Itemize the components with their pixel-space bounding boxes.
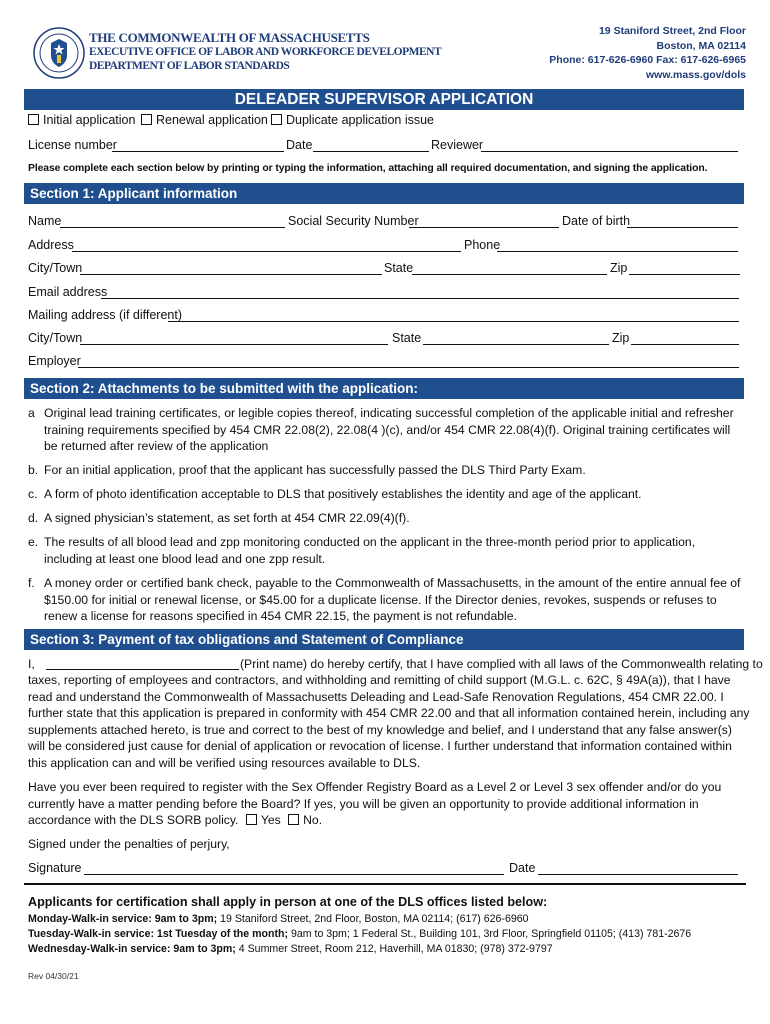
name-field[interactable]	[60, 227, 285, 228]
item-key: e.	[28, 535, 39, 549]
section-3-header	[24, 629, 744, 650]
state-field[interactable]	[412, 274, 607, 275]
office-monday	[28, 913, 529, 925]
office-wednesday	[28, 943, 553, 955]
attachment-item-e	[28, 534, 743, 568]
ssn-label: Social Security Number	[288, 214, 419, 228]
phone-field[interactable]	[497, 251, 738, 252]
license-number-label: License number	[28, 138, 117, 152]
agency-address	[549, 24, 746, 82]
footer-heading: Applicants for certification shall apply in person at one of the DLS offices listed below:	[28, 895, 548, 909]
ssn-field[interactable]	[409, 227, 559, 228]
signature-field[interactable]	[84, 874, 504, 875]
attachment-item-a	[28, 405, 743, 455]
attachment-item-f	[28, 575, 743, 625]
form-title	[24, 89, 744, 110]
item-text: A money order or certified bank check, payable to the Commonwealth of Massachusetts, in the amount of the entire annual fee of $150.00 for initial or renewal license, or $45.00 for a duplicate license. If the Director denies, revokes, suspends or refuses to renew a license for reasons specified in 454 CMR 22.15, the payment is not refundable.	[44, 576, 741, 623]
item-key: c.	[28, 487, 38, 501]
office-monday-text: 19 Staniford Street, 2nd Floor, Boston, MA 02114; (617) 626-6960	[217, 913, 529, 925]
checkbox-icon[interactable]	[28, 114, 39, 125]
no-label: No.	[303, 813, 323, 827]
item-text: A signed physician’s statement, as set forth at 454 CMR 22.09(4)(f).	[44, 511, 410, 525]
employer-label: Employer	[28, 354, 81, 368]
cert-prefix: I,	[28, 657, 35, 671]
print-name-field[interactable]	[46, 669, 239, 670]
section-1-header	[24, 183, 744, 204]
employer-field[interactable]	[78, 367, 739, 368]
office-tuesday-bold: Tuesday-Walk-in service: 1st Tuesday of the month;	[28, 928, 288, 940]
address-field[interactable]	[72, 251, 461, 252]
yes-label: Yes	[260, 813, 281, 827]
cert-first-line: (Print name) do hereby certify, that I have complied with all laws of the Commonwealth relating to	[240, 657, 763, 671]
option-initial-label: Initial application	[43, 113, 136, 127]
attachment-item-b	[28, 462, 743, 479]
dob-label: Date of birth	[562, 214, 631, 228]
form-title-text: DELEADER SUPERVISOR APPLICATION	[234, 91, 534, 108]
website-link[interactable]: www.mass.gov/dols	[646, 68, 746, 81]
address-city: Boston, MA 02114	[656, 39, 746, 52]
email-label: Email address	[28, 285, 108, 299]
city-field[interactable]	[80, 274, 382, 275]
date-field[interactable]	[313, 151, 429, 152]
option-renewal[interactable]	[141, 113, 268, 127]
zip-field[interactable]	[629, 274, 740, 275]
email-field[interactable]	[101, 298, 739, 299]
sorb-text: Have you ever been required to register with the Sex Offender Registry Board as a Level 2 or Level 3 sex offender and/or do you currently have a matter pending before the Board? If yes, you will be given an opportunity to provide additional information in accordance with the DLS SORB policy.	[28, 780, 722, 827]
section-2-header	[24, 378, 744, 399]
section-1-title: Section 1: Applicant information	[30, 186, 238, 201]
date-label: Date	[286, 138, 313, 152]
office-wednesday-bold: Wednesday-Walk-in service: 9am to 3pm;	[28, 943, 236, 955]
reviewer-field[interactable]	[481, 151, 738, 152]
office-wednesday-text: 4 Summer Street, Room 212, Haverhill, MA 01830; (978) 372-9797	[235, 943, 553, 955]
item-key: f.	[28, 576, 35, 590]
city-label: City/Town	[28, 261, 83, 275]
office-monday-bold: Monday-Walk-in service: 9am to 3pm;	[28, 913, 218, 925]
state-label: State	[384, 261, 414, 275]
state2-label: State	[392, 331, 422, 345]
mailing-label: Mailing address (if different)	[28, 308, 183, 322]
checkbox-icon[interactable]	[141, 114, 152, 125]
name-label: Name	[28, 214, 62, 228]
sorb-question	[28, 779, 746, 829]
city2-label: City/Town	[28, 331, 83, 345]
state2-field[interactable]	[423, 344, 609, 345]
item-key: d.	[28, 511, 39, 525]
checkbox-icon[interactable]	[246, 814, 257, 825]
revision-date: Rev 04/30/21	[28, 971, 79, 981]
zip2-field[interactable]	[631, 344, 739, 345]
reviewer-label: Reviewer	[431, 138, 484, 152]
signature-date-field[interactable]	[538, 874, 738, 875]
office-tuesday-text: 9am to 3pm; 1 Federal St., Building 101, 3rd Floor, Springfield 01105; (413) 781-2676	[288, 928, 692, 940]
agency-line-2: EXECUTIVE OFFICE OF LABOR AND WORKFORCE DEVELOPMENT	[89, 46, 442, 58]
city2-field[interactable]	[80, 344, 388, 345]
address-label: Address	[28, 238, 74, 252]
signature-date-label: Date	[509, 861, 536, 875]
certification-text: taxes, reporting of employees and contractors, and withholding and remitting of child support (M.G.L. c. 62C, § 49A(a)), that I have read and understand the Commonwealth of Massachusetts Deleading and Lead-Safe Renovation Regulations, 454 CMR 22.00. I further state that this application is prepared in conformity with 454 CMR 22.00 and that all information contained herein, including any supplements attached hereto, is true and correct to the best of my knowledge and belief, and I understand that any false answer(s) will be considered just cause for denial of application or revocation of license. I further understand that information contained within this application can and will be verified using resources available to DLS.	[28, 673, 750, 770]
signature-label: Signature	[28, 861, 82, 875]
attachment-item-c	[28, 486, 743, 503]
phone-fax: Phone: 617-626-6960 Fax: 617-626-6965	[549, 54, 746, 66]
checkbox-icon[interactable]	[271, 114, 282, 125]
option-renewal-label: Renewal application	[156, 113, 268, 127]
checkbox-icon[interactable]	[288, 814, 299, 825]
commonwealth-seal-icon	[33, 27, 85, 79]
phone-label: Phone	[464, 238, 501, 252]
option-duplicate-label: Duplicate application issue	[286, 113, 435, 127]
office-tuesday	[28, 928, 691, 940]
signed-statement: Signed under the penalties of perjury,	[28, 837, 230, 851]
agency-line-3: DEPARTMENT OF LABOR STANDARDS	[89, 60, 290, 72]
address-street: 19 Staniford Street, 2nd Floor	[598, 25, 746, 37]
option-initial[interactable]	[28, 113, 135, 127]
mailing-field[interactable]	[168, 321, 739, 322]
option-duplicate[interactable]	[271, 113, 434, 127]
instructions: Please complete each section below by printing or typing the information, attaching all required documentation, and signing the application.	[28, 163, 708, 174]
item-text: Original lead training certificates, or legible copies thereof, indicating successful completion of the applicable initial and refresher training requirements specified by 454 CMR 22.08(2), 22.08(4 )(c), and/or 454 CMR 22.08(4)(f). Original training certificates will be returned after review of the application	[44, 406, 734, 453]
item-key: a	[28, 406, 35, 420]
footer-divider	[24, 883, 746, 885]
agency-line-1: THE COMMONWEALTH OF MASSACHUSETTS	[89, 30, 370, 45]
item-text: A form of photo identification acceptable to DLS that positively establishes the identity and age of the applicant.	[44, 487, 642, 501]
zip2-label: Zip	[612, 331, 630, 345]
item-text: For an initial application, proof that the applicant has successfully passed the DLS Third Party Exam.	[44, 463, 586, 477]
section-3-title: Section 3: Payment of tax obligations and Statement of Compliance	[30, 632, 464, 647]
license-number-field[interactable]	[112, 151, 284, 152]
attachment-item-d	[28, 510, 743, 527]
dob-field[interactable]	[627, 227, 738, 228]
item-text: The results of all blood lead and zpp monitoring conducted on the applicant in the three-month period prior to application, including at least one blood lead and one zpp result.	[44, 535, 696, 566]
section-2-title: Section 2: Attachments to be submitted with the application:	[30, 381, 419, 396]
item-key: b.	[28, 463, 39, 477]
zip-label: Zip	[610, 261, 628, 275]
